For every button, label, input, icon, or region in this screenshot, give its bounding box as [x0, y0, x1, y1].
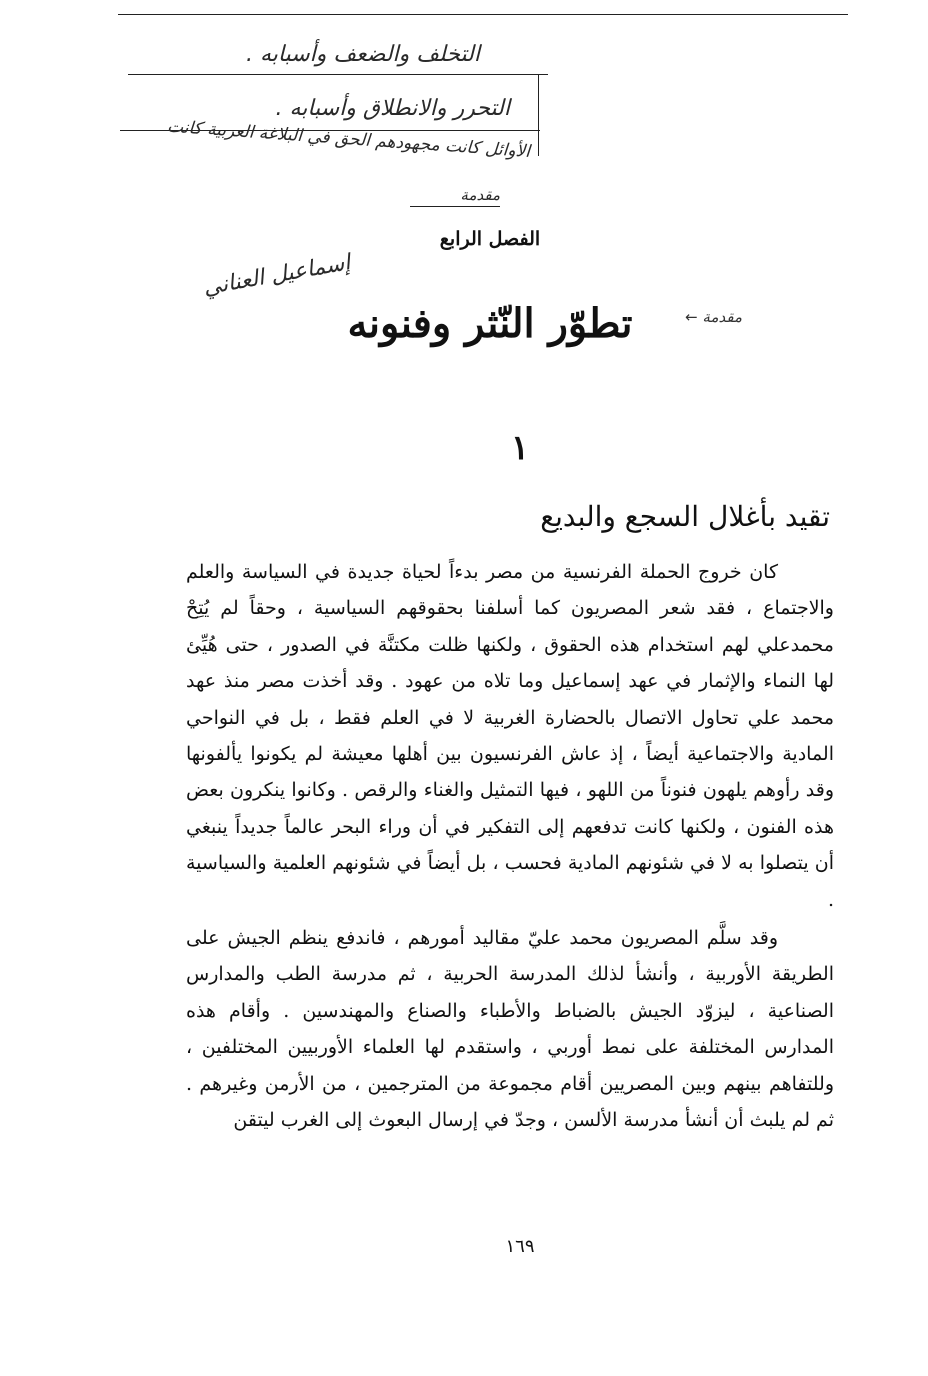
paragraph: وقد سلَّم المصريون محمد عليّ مقاليد أمورهم ، فاندفع ينظم الجيش على الطريقة الأوربية ، وأنشأ لذلك المدرسة الحربية ، ثم مدرسة الطب والمدارس الصناعية ، ليزوّد الجيش بالضباط والأطباء والصناع والمهندسين . وأقام هذه المدارس المختلفة على نمط أوربي ، واستقدم لها العلماء الأوربيين المختلفين ، وللتفاهم بينهم وبين المصريين أقام مجموعة من المترجمين ، من الأرمن وغيرهم . ثم لم يلبث أن أنشأ مدرسة الألسن ، وجدّ في إرسال البعوث إلى الغرب ليتقن	[186, 927, 834, 1132]
handwritten-note-1: التخلف والضعف وأسبابه .	[245, 42, 480, 67]
handwritten-note-4: مقدمة	[460, 186, 500, 204]
arrow-margin-note: مقدمة ←	[685, 308, 742, 326]
note-underline	[410, 206, 500, 207]
handwritten-note-3: الأوائل كانت مجهودهم الحق في البلاغة العربية كانت	[166, 116, 531, 162]
handwritten-note-2: التحرر والانطلاق وأسبابه .	[275, 96, 510, 121]
section-title: تقيد بأغلال السجع والبديع	[540, 500, 830, 533]
handwritten-margin-name: إسماعيل العناني	[201, 250, 353, 301]
box-top-rule	[128, 74, 548, 75]
box-right-bracket	[538, 74, 539, 156]
page-number: ١٦٩	[505, 1236, 535, 1257]
chapter-label: الفصل الرابع	[439, 228, 541, 250]
chapter-title: تطوّر النّثر وفنونه	[347, 300, 633, 347]
top-rule	[118, 14, 848, 15]
section-number: ١	[510, 428, 530, 468]
paragraph: كان خروج الحملة الفرنسية من مصر بدءاً لحياة جديدة في السياسة والعلم والاجتماع ، فقد شعر المصريون كما أسلفنا بحقوقهم السياسية ، وحقاً لم يُتِحْ محمدعلي لهم استخدام هذه الحقوق ، ولكنها ظلت مكتنَّة في الصدور ، حتى هُيِّئ لها النماء والإثمار في عهد إسماعيل وما تلاه من عهود . وقد أخذت مصر منذ عهد محمد علي تحاول الاتصال بالحضارة الغربية لا في العلم فقط ، بل في النواحي المادية والاجتماعية أيضاً ، إذ عاش الفرنسيون بين أهلها معيشة لم يكونوا يألفونها وقد رأوهم يلهون فنوناً من اللهو ، فيها التمثيل والغناء والرقص . وكانوا ينكرون بعض هذه الفنون ، ولكنها كانت تدفعهم إلى التفكير في أن وراء البحر عالماً جديداً ينبغي أن يتصلوا به لا في شئونهم المادية فحسب ، بل أيضاً في شئونهم العلمية والسياسية .	[186, 561, 834, 911]
body-text	[186, 554, 834, 1139]
